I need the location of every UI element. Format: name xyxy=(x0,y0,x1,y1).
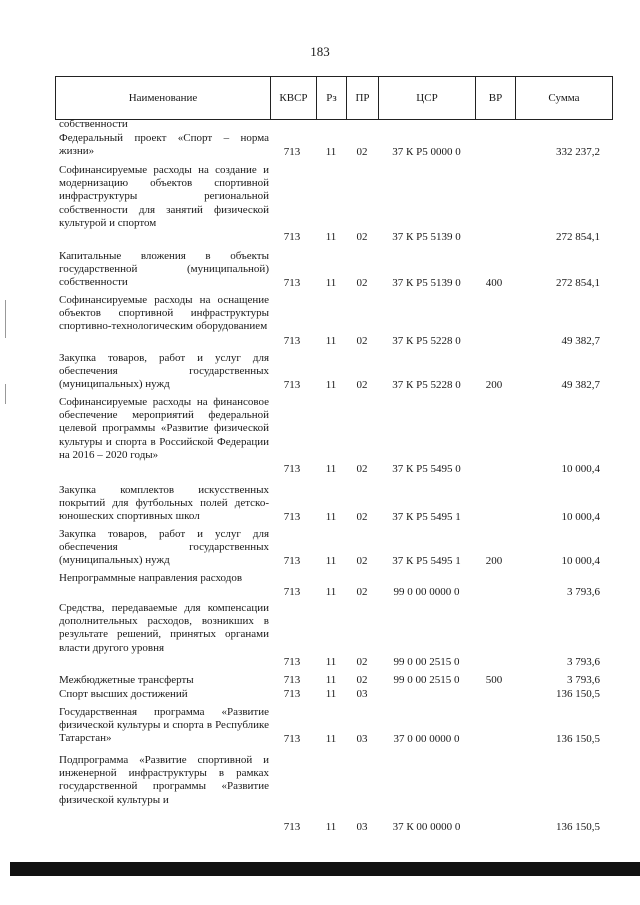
header-csr: ЦСР xyxy=(379,77,476,119)
pr-cell: 02 xyxy=(356,334,368,347)
table-row xyxy=(55,164,615,244)
table-header xyxy=(55,76,613,120)
csr-cell: 37 К Р5 5495 0 xyxy=(392,462,461,475)
pr-cell: 02 xyxy=(356,554,368,567)
row-name: Закупка товаров, работ и услуг для обеспечения государственных (муниципальных) нужд xyxy=(59,528,269,567)
sum-cell: 136 150,5 xyxy=(556,732,600,745)
rz-cell: 11 xyxy=(325,334,337,347)
row-name: Капитальные вложения в объекты государственной (муниципальной) собственности xyxy=(59,250,269,289)
rz-cell: 11 xyxy=(325,732,337,745)
rz-cell: 11 xyxy=(325,655,337,668)
row-name: Межбюджетные трансферты xyxy=(59,674,194,686)
pr-cell: 02 xyxy=(356,462,368,475)
row-name: Государственная программа «Развитие физической культуры и спорта в Республике Татарстан» xyxy=(59,706,269,745)
vr-cell: 400 xyxy=(485,276,503,289)
sum-cell: 272 854,1 xyxy=(556,230,600,243)
csr-cell: 37 К Р5 5228 0 xyxy=(392,378,461,391)
row-name: Закупка товаров, работ и услуг для обеспечения государственных (муниципальных) нужд xyxy=(59,352,269,391)
row-name: Непрограммные направления расходов xyxy=(59,572,243,584)
csr-cell: 37 К Р5 5139 0 xyxy=(392,276,461,289)
header-kvsr: КВСР xyxy=(271,77,317,119)
header-pr: ПР xyxy=(347,77,379,119)
pr-cell: 02 xyxy=(356,378,368,391)
rz-cell: 11 xyxy=(325,554,337,567)
row-name: Федеральный проект «Спорт – норма жизни» xyxy=(59,132,269,158)
header-rz: Рз xyxy=(317,77,347,119)
rz-cell: 11 xyxy=(325,276,337,289)
kvsr-cell: 713 xyxy=(283,462,301,475)
vr-cell: 500 xyxy=(485,673,503,686)
sum-cell: 3 793,6 xyxy=(567,585,600,598)
rz-cell: 11 xyxy=(325,378,337,391)
row-name: Закупка комплектов искусственных покрытий для футбольных полей детско-юношеских спортивных школ xyxy=(59,484,269,523)
kvsr-cell: 713 xyxy=(283,276,301,289)
kvsr-cell: 713 xyxy=(283,145,301,158)
row-name: Средства, передаваемые для компенсации дополнительных расходов, возникших в результате решений, принятых органами власти другого уровня xyxy=(59,602,269,654)
sum-cell: 3 793,6 xyxy=(567,655,600,668)
table-row xyxy=(55,132,615,159)
sum-cell: 136 150,5 xyxy=(556,820,600,833)
sum-cell: 10 000,4 xyxy=(561,554,600,567)
rz-cell: 11 xyxy=(325,820,337,833)
csr-cell: 99 0 00 0000 0 xyxy=(393,585,460,598)
kvsr-cell: 713 xyxy=(283,334,301,347)
rz-cell: 11 xyxy=(325,673,337,686)
pr-cell: 03 xyxy=(356,732,368,745)
sum-cell: 3 793,6 xyxy=(567,673,600,686)
csr-cell: 37 К Р5 5495 1 xyxy=(392,554,461,567)
kvsr-cell: 713 xyxy=(283,230,301,243)
kvsr-cell: 713 xyxy=(283,732,301,745)
csr-cell: 37 К Р5 5139 0 xyxy=(392,230,461,243)
vr-cell: 200 xyxy=(485,554,503,567)
row-name: Подпрограмма «Развитие спортивной и инженерной инфраструктуры в рамках государственной программы «Развитие физической культуры и xyxy=(59,754,269,806)
header-sum: Сумма xyxy=(548,92,580,104)
csr-cell: 37 К Р5 5228 0 xyxy=(392,334,461,347)
pr-cell: 02 xyxy=(356,585,368,598)
csr-cell: 99 0 00 2515 0 xyxy=(393,673,460,686)
csr-cell: 37 К Р5 5495 1 xyxy=(392,510,461,523)
page-number: 183 xyxy=(310,44,330,59)
table-row xyxy=(55,528,615,568)
pr-cell: 02 xyxy=(356,276,368,289)
kvsr-cell: 713 xyxy=(283,585,301,598)
table-row xyxy=(55,754,615,834)
pr-cell: 03 xyxy=(356,687,368,700)
pr-cell: 02 xyxy=(356,510,368,523)
row-name: Софинансируемые расходы на финансовое обеспечение мероприятий федеральной целевой программы «Развитие физической культуры и спорта в Российской Федерации на 2016 – 2020 годы» xyxy=(59,396,269,461)
sum-cell: 136 150,5 xyxy=(556,687,600,700)
pr-cell: 02 xyxy=(356,655,368,668)
vr-cell: 200 xyxy=(485,378,503,391)
table-row xyxy=(55,352,615,392)
scan-edge-mark xyxy=(5,300,6,338)
scan-edge-mark xyxy=(5,384,6,404)
table-row xyxy=(55,294,615,348)
table-row xyxy=(55,572,615,599)
table-row xyxy=(55,250,615,290)
table-row xyxy=(55,118,615,131)
header-vr: ВР xyxy=(476,77,516,119)
table-row xyxy=(55,674,615,687)
table-row xyxy=(55,602,615,669)
row-name: Софинансируемые расходы на оснащение объектов спортивной инфраструктуры спортивно-технологическим оборудованием xyxy=(59,294,269,333)
rz-cell: 11 xyxy=(325,230,337,243)
row-name: Спорт высших достижений xyxy=(59,688,188,700)
table-row xyxy=(55,706,615,746)
csr-cell: 37 К 00 0000 0 xyxy=(392,820,461,833)
table-row xyxy=(55,484,615,524)
csr-cell: 37 К Р5 0000 0 xyxy=(392,145,461,158)
table-row xyxy=(55,688,615,701)
row-name: собственности xyxy=(59,118,128,130)
pr-cell: 02 xyxy=(356,230,368,243)
sum-cell: 49 382,7 xyxy=(561,334,600,347)
sum-cell: 10 000,4 xyxy=(561,510,600,523)
rz-cell: 11 xyxy=(325,462,337,475)
table-row xyxy=(55,396,615,476)
kvsr-cell: 713 xyxy=(283,655,301,668)
sum-cell: 49 382,7 xyxy=(561,378,600,391)
rz-cell: 11 xyxy=(325,145,337,158)
kvsr-cell: 713 xyxy=(283,820,301,833)
kvsr-cell: 713 xyxy=(283,378,301,391)
row-name: Софинансируемые расходы на создание и модернизацию объектов спортивной инфраструктуры региональной собственности для занятий физической культурой и спортом xyxy=(59,164,269,229)
kvsr-cell: 713 xyxy=(283,554,301,567)
csr-cell: 37 0 00 0000 0 xyxy=(393,732,460,745)
sum-cell: 332 237,2 xyxy=(556,145,600,158)
kvsr-cell: 713 xyxy=(283,673,301,686)
sum-cell: 10 000,4 xyxy=(561,462,600,475)
csr-cell: 99 0 00 2515 0 xyxy=(393,655,460,668)
rz-cell: 11 xyxy=(325,687,337,700)
kvsr-cell: 713 xyxy=(283,687,301,700)
scan-bottom-bar xyxy=(10,862,640,876)
kvsr-cell: 713 xyxy=(283,510,301,523)
pr-cell: 02 xyxy=(356,145,368,158)
pr-cell: 03 xyxy=(356,820,368,833)
rz-cell: 11 xyxy=(325,585,337,598)
sum-cell: 272 854,1 xyxy=(556,276,600,289)
header-name: Наименование xyxy=(56,77,271,119)
pr-cell: 02 xyxy=(356,673,368,686)
rz-cell: 11 xyxy=(325,510,337,523)
